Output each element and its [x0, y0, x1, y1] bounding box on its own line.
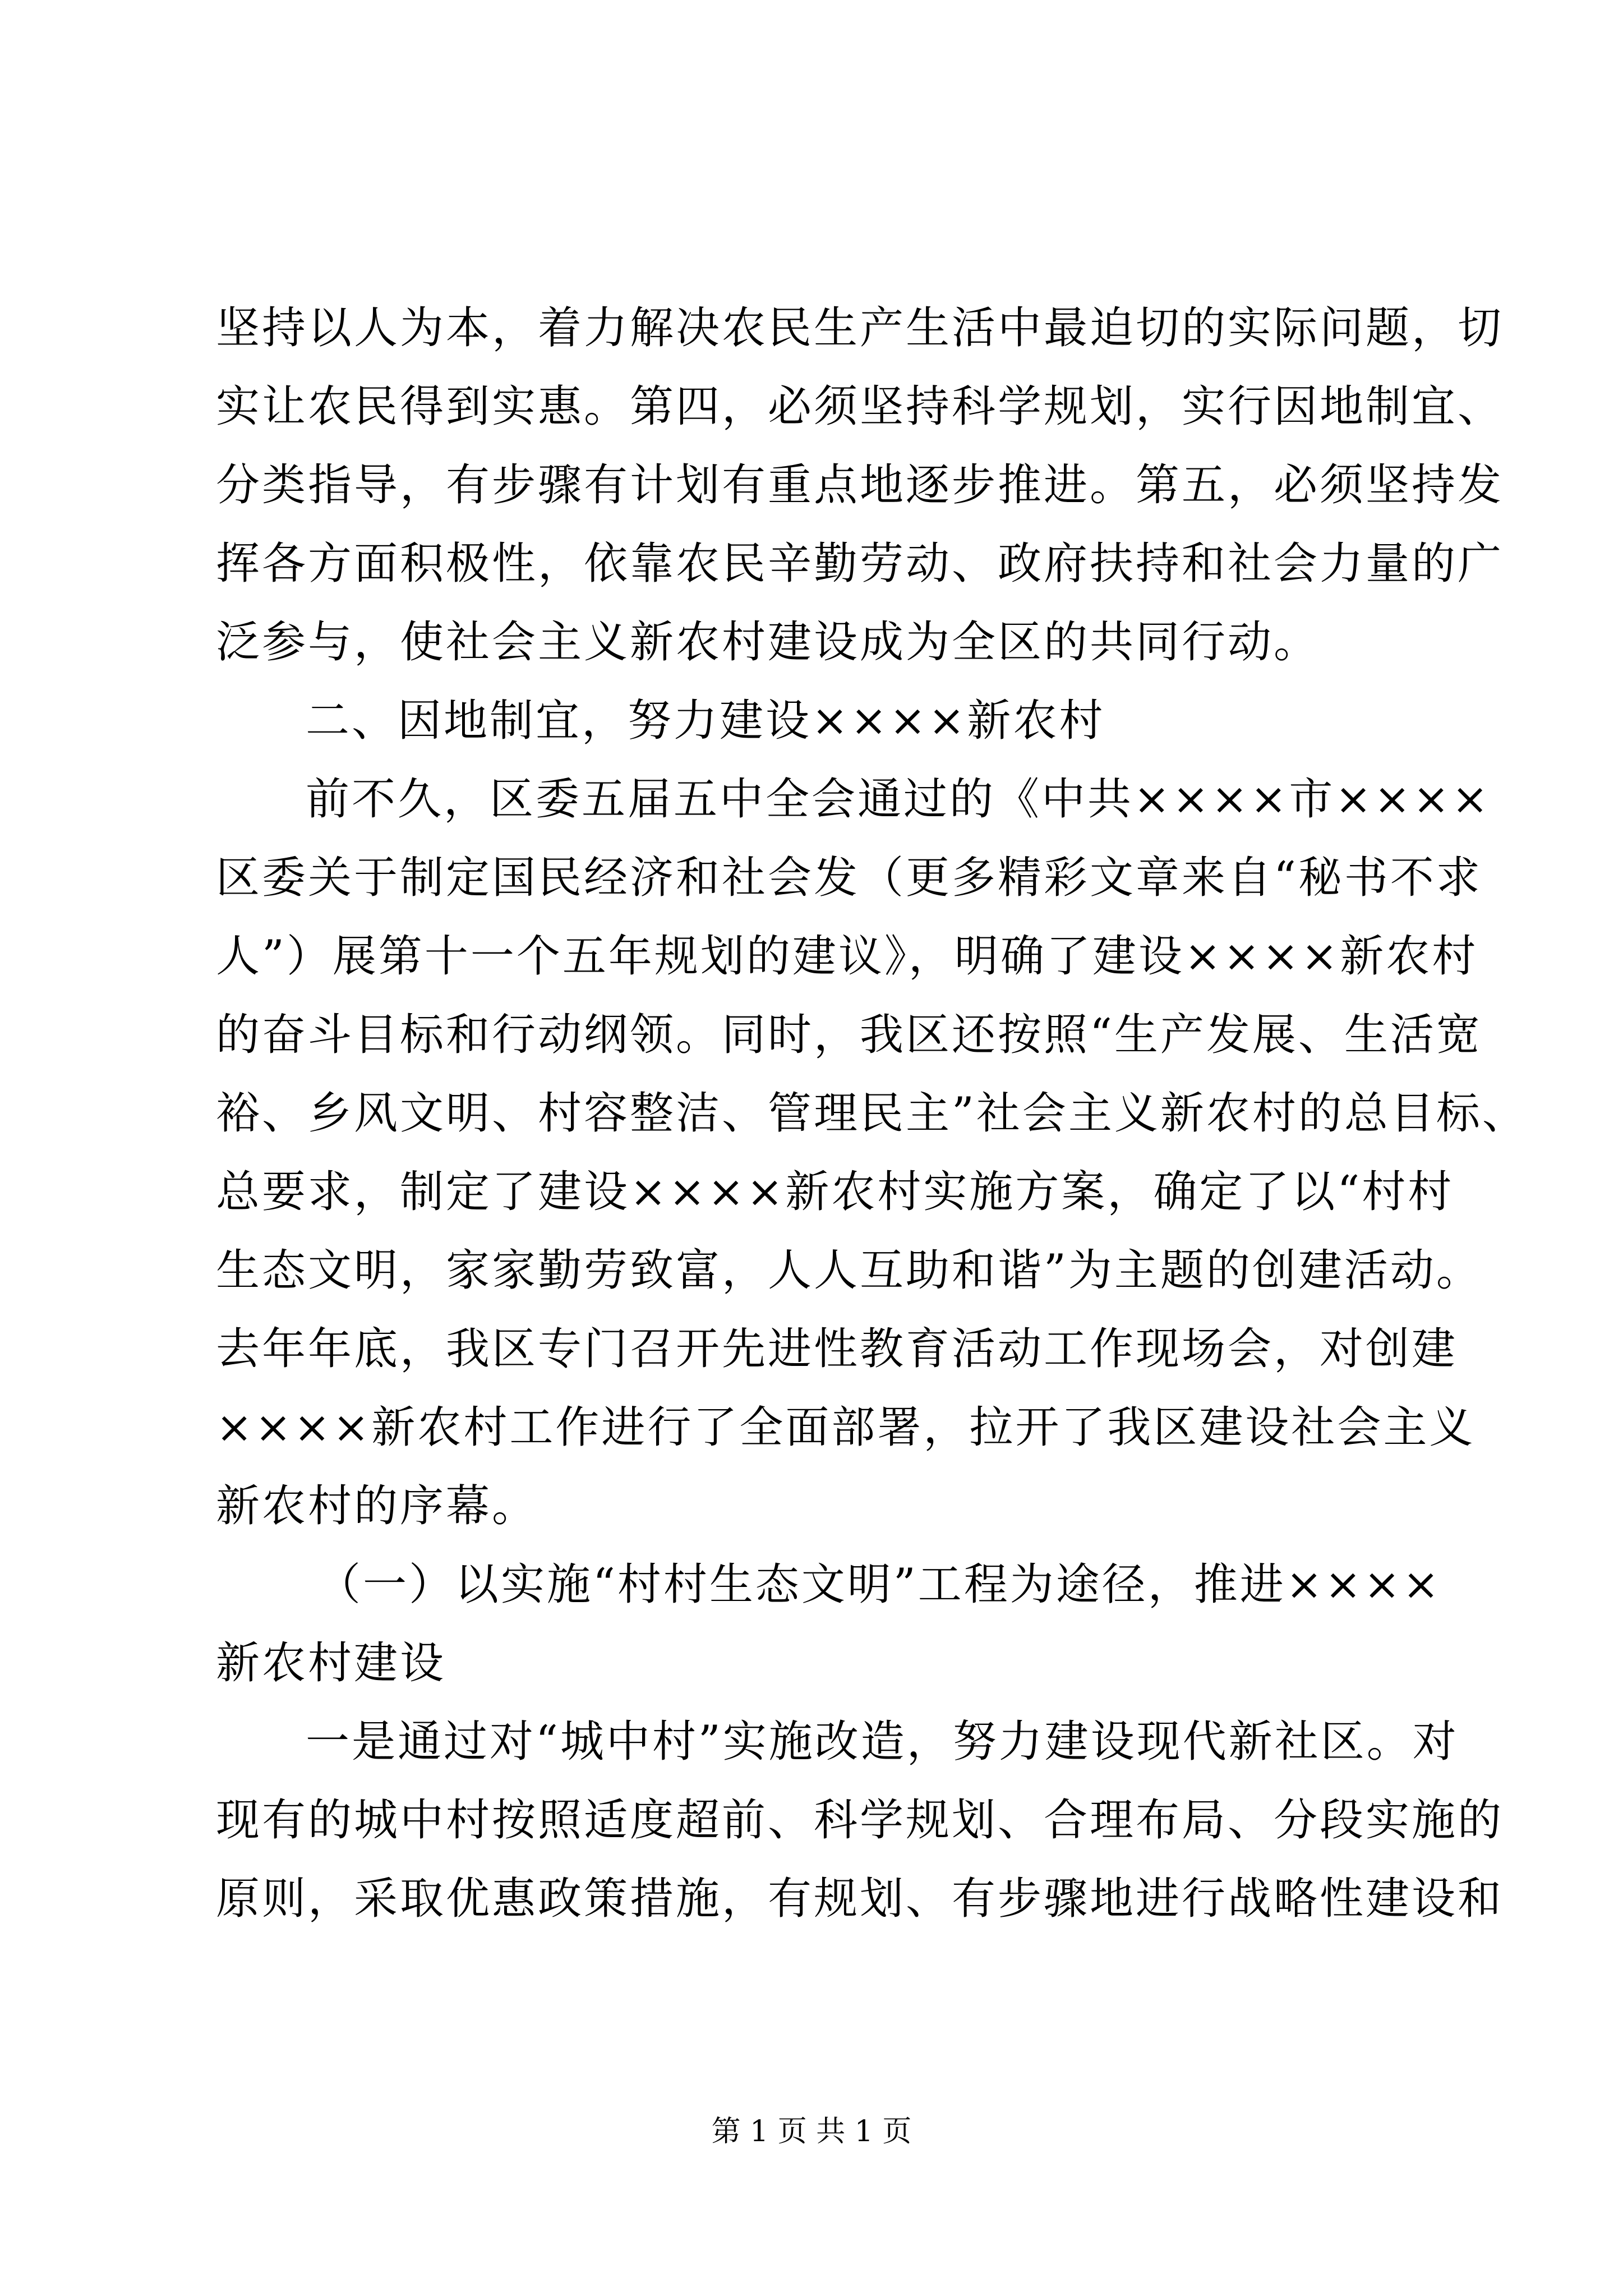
text-line: 挥各方面积极性，依靠农民辛勤劳动、政府扶持和社会力量的广	[216, 539, 1504, 589]
text-line: 区委关于制定国民经济和社会发（更多精彩文章来自“秘书不求	[216, 853, 1482, 903]
text-line: 分类指导，有步骤有计划有重点地逐步推进。第五，必须坚持发	[216, 460, 1504, 510]
subsection-heading-continued: 新农村建设	[216, 1638, 446, 1688]
text-line: 实让农民得到实惠。第四，必须坚持科学规划，实行因地制宜、	[216, 381, 1504, 432]
text-line: 新农村的序幕。	[216, 1481, 538, 1531]
text-line: 生态文明，家家勤劳致富，人人互助和谐”为主题的创建活动。	[216, 1245, 1482, 1296]
section-heading: 二、因地制宜，努力建设××××新农村	[306, 696, 1105, 746]
text-line: 去年年底，我区专门召开先进性教育活动工作现场会，对创建	[216, 1324, 1458, 1374]
text-line: 泛参与，使社会主义新农村建设成为全区的共同行动。	[216, 617, 1320, 668]
text-line: 坚持以人为本，着力解决农民生产生活中最迫切的实际问题，切	[216, 303, 1504, 353]
text-line: 总要求，制定了建设××××新农村实施方案，确定了以“村村	[216, 1167, 1454, 1217]
text-line: 的奋斗目标和行动纲领。同时，我区还按照“生产发展、生活宽	[216, 1010, 1482, 1060]
text-line: 裕、乡风文明、村容整洁、管理民主”社会主义新农村的总目标、	[216, 1088, 1528, 1139]
text-line: ××××新农村工作进行了全面部署，拉开了我区建设社会主义	[216, 1402, 1476, 1453]
paragraph-start: 前不久，区委五届五中全会通过的《中共××××市××××	[306, 774, 1491, 825]
text-line: 原则，采取优惠政策措施，有规划、有步骤地进行战略性建设和	[216, 1874, 1504, 1924]
paragraph-start: 一是通过对“城中村”实施改造，努力建设现代新社区。对	[306, 1717, 1459, 1767]
text-line: 现有的城中村按照适度超前、科学规划、合理布局、分段实施的	[216, 1795, 1504, 1846]
subsection-heading: （一）以实施“村村生态文明”工程为途径，推进××××	[317, 1559, 1442, 1610]
page-footer: 第 1 页 共 1 页	[711, 2115, 912, 2148]
text-line: 人”）展第十一个五年规划的建议》，明确了建设××××新农村	[216, 931, 1478, 982]
